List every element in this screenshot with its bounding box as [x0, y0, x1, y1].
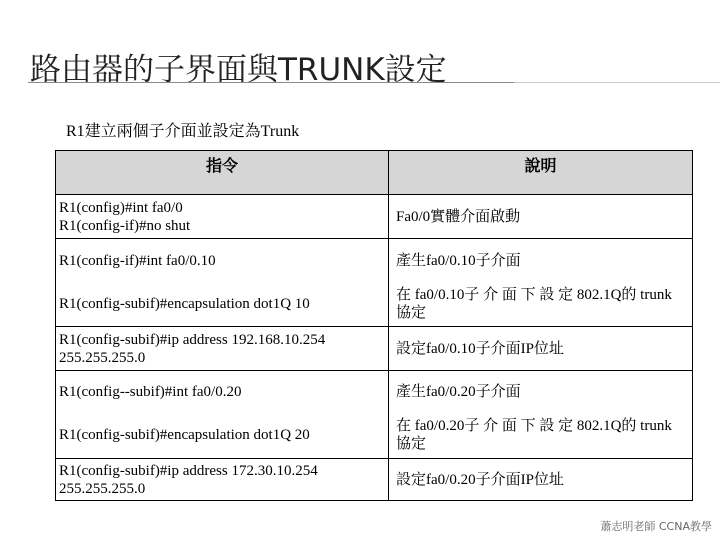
command-cell: [56, 371, 389, 413]
command-cell: [56, 459, 389, 501]
command-cell: [56, 413, 389, 459]
command-line: R1(config-subif)#encapsulation dot1Q 20: [59, 427, 310, 444]
command-line: R1(config-subif)#ip address 172.30.10.254: [59, 462, 318, 479]
table-row: [56, 195, 693, 239]
description-cell: [389, 413, 693, 459]
command-line: R1(config-if)#no shut: [59, 217, 191, 234]
footer-credit: 蕭志明老師 CCNA教學: [600, 520, 712, 533]
subtitle: R1建立兩個子介面並設定為Trunk: [66, 123, 300, 140]
command-line: R1(config-subif)#encapsulation dot1Q 10: [59, 296, 310, 313]
command-cell: [56, 195, 389, 239]
description-cell: [389, 195, 693, 239]
command-table-body: [56, 195, 693, 501]
description-text: 設定fa0/0.20子介面IP位址: [396, 471, 564, 488]
title-underline-accent: [28, 82, 514, 83]
table-row: [56, 327, 693, 371]
header-description: 說明: [389, 151, 693, 195]
description-cell: [389, 283, 693, 327]
description-text: 產生fa0/0.20子介面: [396, 383, 521, 400]
command-line: R1(config-if)#int fa0/0.10: [59, 252, 216, 269]
description-text: 產生fa0/0.10子介面: [396, 252, 521, 269]
table-row: [56, 459, 693, 501]
command-cell: [56, 327, 389, 371]
table-row: [56, 371, 693, 413]
command-line: R1(config-subif)#ip address 192.168.10.254: [59, 331, 326, 348]
description-cell: [389, 327, 693, 371]
table-row: [56, 283, 693, 327]
table-row: [56, 239, 693, 283]
command-cell: [56, 239, 389, 283]
command-line: 255.255.255.0: [59, 480, 146, 497]
header-command: 指令: [56, 151, 389, 195]
description-text: 在 fa0/0.10子 介 面 下 設 定 802.1Q的 trunk 協定: [396, 287, 672, 322]
description-cell: [389, 239, 693, 283]
description-cell: [389, 371, 693, 413]
slide-title: 路由器的子界面與TRUNK設定: [30, 52, 447, 88]
description-text: 在 fa0/0.20子 介 面 下 設 定 802.1Q的 trunk 協定: [396, 418, 672, 453]
command-line: R1(config--subif)#int fa0/0.20: [59, 383, 242, 400]
command-cell: [56, 283, 389, 327]
command-table: [55, 150, 693, 501]
command-line: 255.255.255.0: [59, 349, 146, 366]
description-text: Fa0/0實體介面啟動: [396, 208, 521, 225]
command-line: R1(config)#int fa0/0: [59, 199, 183, 216]
table-row: [56, 413, 693, 459]
description-text: 設定fa0/0.10子介面IP位址: [396, 340, 564, 357]
description-cell: [389, 459, 693, 501]
